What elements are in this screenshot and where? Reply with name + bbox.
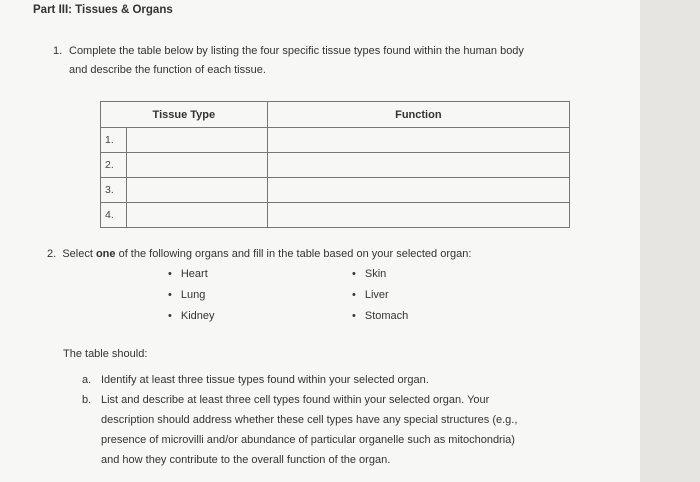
bullet-icon: • xyxy=(168,310,172,322)
question-2 xyxy=(47,248,471,260)
tissue-table xyxy=(100,101,570,228)
instructions-intro: The table should: xyxy=(63,348,148,360)
instruction-a-text: Identify at least three tissue types found within your selected organ. xyxy=(101,374,429,386)
organ-label: Liver xyxy=(364,289,389,301)
tissue-type-cell[interactable] xyxy=(126,153,267,178)
table-header-row xyxy=(101,102,570,128)
question-2-prefix: Select xyxy=(62,248,96,260)
header-function: Function xyxy=(267,102,569,128)
tissue-type-cell[interactable] xyxy=(126,178,267,203)
instruction-b-label: b. xyxy=(82,394,92,406)
background-margin xyxy=(640,0,700,482)
bullet-icon: • xyxy=(352,289,356,301)
instruction-b-line-4: and how they contribute to the overall function of the organ. xyxy=(101,454,391,466)
instruction-b-line-1: List and describe at least three cell types found within your selected organ. Your xyxy=(101,394,490,406)
function-cell[interactable] xyxy=(267,178,569,203)
row-number: 4. xyxy=(101,203,127,228)
table-row xyxy=(101,153,570,178)
row-number: 2. xyxy=(101,153,127,178)
bullet-icon: • xyxy=(168,268,172,280)
organ-option-kidney[interactable] xyxy=(168,310,215,322)
function-cell[interactable] xyxy=(267,153,569,178)
instruction-b-line-3: presence of microvilli and/or abundance of particular organelle such as mitochondria) xyxy=(101,434,515,446)
organ-option-heart[interactable] xyxy=(168,268,208,280)
organ-label: Kidney xyxy=(180,310,215,322)
instruction-b-text xyxy=(101,390,571,470)
organ-option-lung[interactable] xyxy=(168,289,205,301)
table-row xyxy=(101,178,570,203)
question-1-text xyxy=(69,42,589,80)
question-1-line-2: and describe the function of each tissue. xyxy=(69,64,266,76)
organ-label: Heart xyxy=(180,268,208,280)
function-cell[interactable] xyxy=(267,128,569,153)
organ-option-liver[interactable] xyxy=(352,289,389,301)
row-number: 3. xyxy=(101,178,127,203)
bullet-icon: • xyxy=(352,268,356,280)
row-number: 1. xyxy=(101,128,127,153)
table-row xyxy=(101,203,570,228)
instruction-b-line-2: description should address whether these cell types have any special structures (e.g., xyxy=(101,414,518,426)
tissue-type-cell[interactable] xyxy=(126,128,267,153)
organ-label: Lung xyxy=(180,289,206,301)
organ-option-skin[interactable] xyxy=(352,268,386,280)
bullet-icon: • xyxy=(352,310,356,322)
tissue-type-cell[interactable] xyxy=(126,203,267,228)
instruction-a-label: a. xyxy=(82,374,92,386)
question-1-number: 1. xyxy=(53,45,63,57)
bullet-icon: • xyxy=(168,289,172,301)
organ-option-stomach[interactable] xyxy=(352,310,408,322)
page-title: Part III: Tissues & Organs xyxy=(33,4,173,16)
table-row xyxy=(101,128,570,153)
question-1-line-1: Complete the table below by listing the four specific tissue types found within the human body xyxy=(69,45,524,57)
question-2-number: 2. xyxy=(47,248,57,260)
question-2-suffix: of the following organs and fill in the table based on your selected organ: xyxy=(115,248,472,260)
question-2-emphasis: one xyxy=(95,248,116,260)
header-tissue-type: Tissue Type xyxy=(101,102,268,128)
organ-label: Skin xyxy=(364,268,387,280)
organ-label: Stomach xyxy=(364,310,409,322)
function-cell[interactable] xyxy=(267,203,569,228)
